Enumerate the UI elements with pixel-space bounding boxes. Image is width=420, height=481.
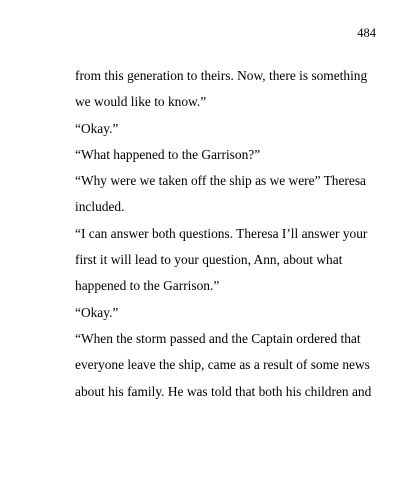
text-line: happened to the Garrison.” — [75, 278, 220, 294]
text-line: about his family. He was told that both his children and — [75, 383, 372, 399]
text-line: included. — [75, 199, 125, 215]
text-line: first it will lead to your question, Ann, about what — [75, 252, 343, 268]
text-line: “I can answer both questions. Theresa I’ll answer your — [75, 225, 368, 241]
body-text — [75, 63, 385, 405]
text-line: “Okay.” — [75, 120, 119, 136]
text-line: “When the storm passed and the Captain ordered that — [75, 330, 361, 346]
text-line: we would like to know.” — [75, 94, 207, 110]
text-line: “What happened to the Garrison?” — [75, 146, 261, 162]
text-line: everyone leave the ship, came as a result of some news — [75, 357, 370, 373]
text-line: “Okay.” — [75, 304, 119, 320]
text-line: “Why were we taken off the ship as we were” Theresa — [75, 173, 366, 189]
text-line: from this generation to theirs. Now, there is something — [75, 68, 368, 83]
page-number: 484 — [357, 26, 376, 40]
